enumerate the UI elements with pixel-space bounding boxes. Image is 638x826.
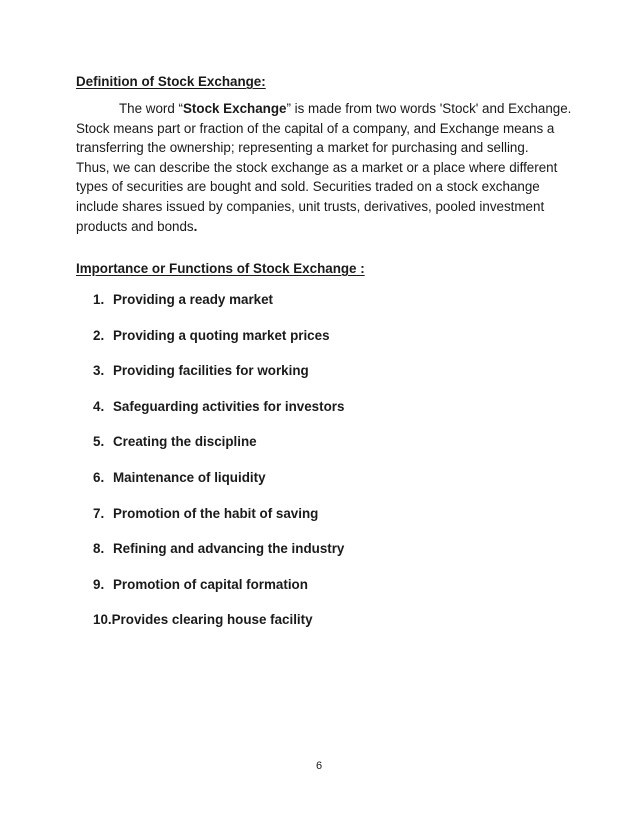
paragraph-line: Thus, we can describe the stock exchange as a market or a place where different	[76, 159, 558, 175]
item-text: Promotion of the habit of saving	[113, 505, 319, 521]
paragraph-line: Stock means part or fraction of the capital of a company, and Exchange means a	[76, 120, 555, 136]
last-line-period: .	[193, 218, 198, 234]
item-text: Promotion of capital formation	[113, 576, 308, 592]
list-item	[93, 399, 344, 435]
list-item	[93, 577, 344, 613]
paragraph-line: include shares issued by companies, unit trusts, derivatives, pooled investment	[76, 198, 545, 214]
item-number: 4.	[93, 398, 105, 414]
line1-prefix: The word “	[119, 101, 183, 116]
list-item	[93, 328, 344, 364]
functions-list	[93, 292, 344, 648]
paragraph-line	[76, 99, 572, 119]
item-number: 9.	[93, 576, 105, 592]
item-number: 1.	[93, 292, 105, 307]
last-line-text: products and bonds	[76, 218, 194, 234]
item-text: Maintenance of liquidity	[113, 469, 266, 485]
item-text: Safeguarding activities for investors	[113, 398, 345, 414]
item-text: Provides clearing house facility	[111, 612, 313, 628]
list-item	[93, 612, 344, 648]
list-item	[93, 470, 344, 506]
list-item	[93, 434, 344, 470]
list-item	[93, 363, 344, 399]
paragraph-line: transferring the ownership; representing a market for purchasing and selling.	[76, 140, 529, 156]
item-text: Refining and advancing the industry	[113, 541, 345, 557]
item-text: Providing facilities for working	[113, 363, 309, 379]
item-number: 2.	[93, 327, 105, 343]
item-number: 5.	[93, 434, 105, 450]
item-number: 10.	[93, 612, 112, 628]
item-number: 8.	[93, 541, 105, 557]
importance-heading: Importance or Functions of Stock Exchange :	[76, 261, 365, 276]
stock-exchange-term: Stock Exchange	[183, 101, 287, 116]
page-number: 6	[315, 760, 323, 772]
item-text: Providing a ready market	[113, 292, 274, 307]
list-item	[93, 541, 344, 577]
definition-paragraph	[76, 99, 572, 236]
paragraph-line	[76, 217, 566, 237]
line1-suffix: ” is made from two words 'Stock' and Exchange.	[286, 101, 572, 116]
list-item	[93, 292, 344, 328]
item-number: 3.	[93, 363, 105, 379]
paragraph-line: types of securities are bought and sold. Securities traded on a stock exchange	[76, 179, 540, 195]
item-text: Providing a quoting market prices	[113, 327, 330, 343]
item-text: Creating the discipline	[113, 434, 257, 450]
item-number: 6.	[93, 469, 105, 485]
list-item	[93, 506, 344, 542]
definition-heading: Definition of Stock Exchange:	[76, 74, 266, 89]
item-number: 7.	[93, 505, 105, 521]
